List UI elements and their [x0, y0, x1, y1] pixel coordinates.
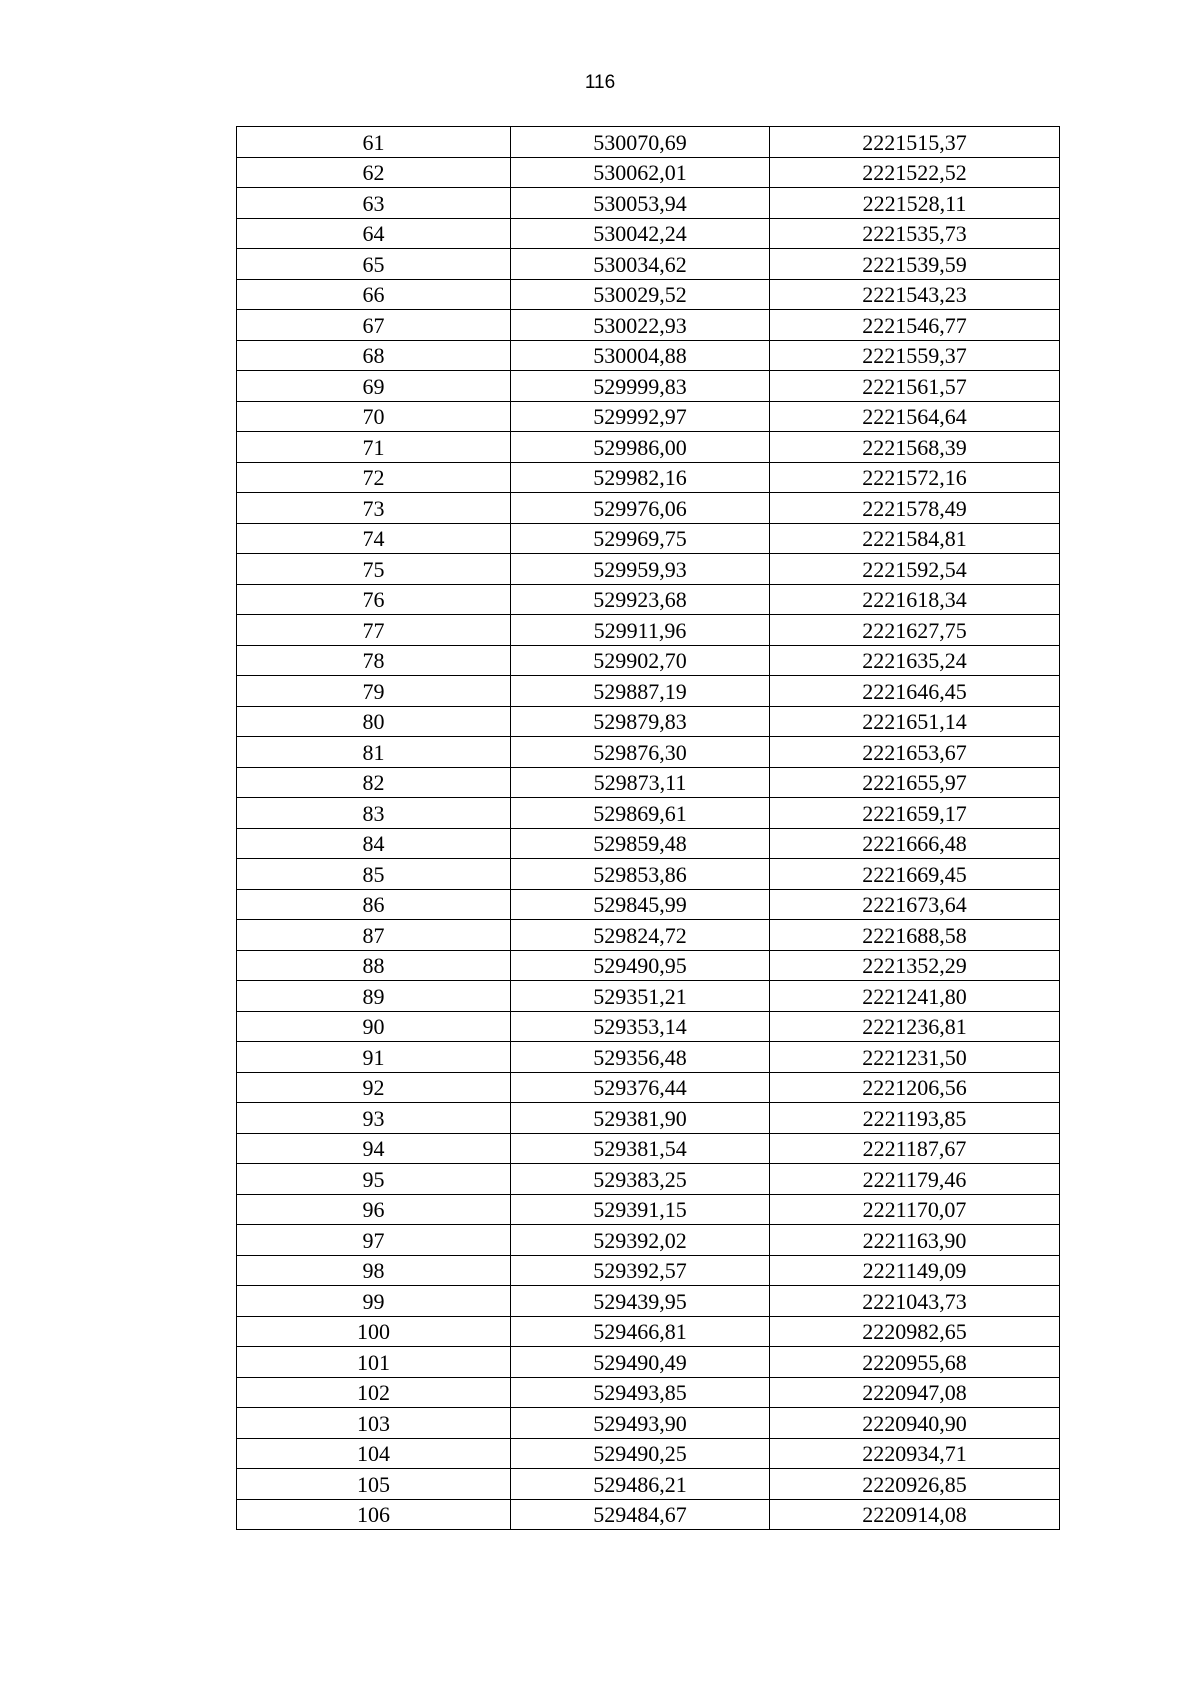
x-coordinate-cell: 529381,54	[511, 1133, 770, 1164]
x-coordinate-cell: 529392,02	[511, 1225, 770, 1256]
table-row	[237, 645, 1060, 676]
table-row	[237, 950, 1060, 981]
point-number-cell: 86	[237, 889, 511, 920]
y-coordinate-cell: 2221163,90	[770, 1225, 1060, 1256]
y-coordinate-cell: 2221568,39	[770, 432, 1060, 463]
point-number-cell: 76	[237, 584, 511, 615]
y-coordinate-cell: 2221688,58	[770, 920, 1060, 951]
table-row	[237, 310, 1060, 341]
table-row	[237, 340, 1060, 371]
x-coordinate-cell: 529923,68	[511, 584, 770, 615]
table-row	[237, 1377, 1060, 1408]
x-coordinate-cell: 529887,19	[511, 676, 770, 707]
table-row	[237, 676, 1060, 707]
x-coordinate-cell: 529493,85	[511, 1377, 770, 1408]
y-coordinate-cell: 2220947,08	[770, 1377, 1060, 1408]
y-coordinate-cell: 2221539,59	[770, 249, 1060, 280]
point-number-cell: 87	[237, 920, 511, 951]
x-coordinate-cell: 529376,44	[511, 1072, 770, 1103]
y-coordinate-cell: 2221655,97	[770, 767, 1060, 798]
table-row	[237, 401, 1060, 432]
table-row	[237, 798, 1060, 829]
y-coordinate-cell: 2221627,75	[770, 615, 1060, 646]
page-number: 116	[584, 72, 616, 93]
y-coordinate-cell: 2221584,81	[770, 523, 1060, 554]
point-number-cell: 62	[237, 157, 511, 188]
x-coordinate-cell: 530070,69	[511, 127, 770, 158]
y-coordinate-cell: 2220914,08	[770, 1499, 1060, 1530]
table-row	[237, 1438, 1060, 1469]
point-number-cell: 102	[237, 1377, 511, 1408]
y-coordinate-cell: 2221546,77	[770, 310, 1060, 341]
x-coordinate-cell: 529845,99	[511, 889, 770, 920]
table-row	[237, 1042, 1060, 1073]
y-coordinate-cell: 2220940,90	[770, 1408, 1060, 1439]
x-coordinate-cell: 529969,75	[511, 523, 770, 554]
y-coordinate-cell: 2221578,49	[770, 493, 1060, 524]
coordinates-table	[236, 126, 1060, 1530]
y-coordinate-cell: 2221206,56	[770, 1072, 1060, 1103]
table-row	[237, 981, 1060, 1012]
point-number-cell: 105	[237, 1469, 511, 1500]
point-number-cell: 88	[237, 950, 511, 981]
x-coordinate-cell: 529356,48	[511, 1042, 770, 1073]
y-coordinate-cell: 2221572,16	[770, 462, 1060, 493]
y-coordinate-cell: 2221236,81	[770, 1011, 1060, 1042]
point-number-cell: 65	[237, 249, 511, 280]
point-number-cell: 73	[237, 493, 511, 524]
table-row	[237, 157, 1060, 188]
point-number-cell: 82	[237, 767, 511, 798]
point-number-cell: 66	[237, 279, 511, 310]
point-number-cell: 92	[237, 1072, 511, 1103]
y-coordinate-cell: 2221231,50	[770, 1042, 1060, 1073]
y-coordinate-cell: 2221646,45	[770, 676, 1060, 707]
x-coordinate-cell: 529873,11	[511, 767, 770, 798]
point-number-cell: 70	[237, 401, 511, 432]
y-coordinate-cell: 2221352,29	[770, 950, 1060, 981]
point-number-cell: 98	[237, 1255, 511, 1286]
y-coordinate-cell: 2221170,07	[770, 1194, 1060, 1225]
point-number-cell: 78	[237, 645, 511, 676]
y-coordinate-cell: 2221241,80	[770, 981, 1060, 1012]
table-row	[237, 188, 1060, 219]
x-coordinate-cell: 529976,06	[511, 493, 770, 524]
table-row	[237, 127, 1060, 158]
point-number-cell: 63	[237, 188, 511, 219]
x-coordinate-cell: 529869,61	[511, 798, 770, 829]
y-coordinate-cell: 2220934,71	[770, 1438, 1060, 1469]
x-coordinate-cell: 530062,01	[511, 157, 770, 188]
x-coordinate-cell: 529391,15	[511, 1194, 770, 1225]
table-row	[237, 1408, 1060, 1439]
point-number-cell: 74	[237, 523, 511, 554]
table-row	[237, 920, 1060, 951]
x-coordinate-cell: 529490,95	[511, 950, 770, 981]
point-number-cell: 71	[237, 432, 511, 463]
table-row	[237, 523, 1060, 554]
x-coordinate-cell: 529992,97	[511, 401, 770, 432]
point-number-cell: 79	[237, 676, 511, 707]
point-number-cell: 80	[237, 706, 511, 737]
point-number-cell: 67	[237, 310, 511, 341]
y-coordinate-cell: 2221149,09	[770, 1255, 1060, 1286]
x-coordinate-cell: 529383,25	[511, 1164, 770, 1195]
y-coordinate-cell: 2221528,11	[770, 188, 1060, 219]
y-coordinate-cell: 2221635,24	[770, 645, 1060, 676]
table-row	[237, 1499, 1060, 1530]
table-row	[237, 249, 1060, 280]
table-row	[237, 1347, 1060, 1378]
y-coordinate-cell: 2221193,85	[770, 1103, 1060, 1134]
y-coordinate-cell: 2220926,85	[770, 1469, 1060, 1500]
point-number-cell: 99	[237, 1286, 511, 1317]
point-number-cell: 104	[237, 1438, 511, 1469]
point-number-cell: 90	[237, 1011, 511, 1042]
x-coordinate-cell: 529381,90	[511, 1103, 770, 1134]
x-coordinate-cell: 529490,49	[511, 1347, 770, 1378]
table-row	[237, 767, 1060, 798]
y-coordinate-cell: 2221673,64	[770, 889, 1060, 920]
x-coordinate-cell: 529439,95	[511, 1286, 770, 1317]
point-number-cell: 93	[237, 1103, 511, 1134]
x-coordinate-cell: 529902,70	[511, 645, 770, 676]
table-row	[237, 1194, 1060, 1225]
y-coordinate-cell: 2221187,67	[770, 1133, 1060, 1164]
x-coordinate-cell: 529999,83	[511, 371, 770, 402]
y-coordinate-cell: 2221515,37	[770, 127, 1060, 158]
x-coordinate-cell: 529911,96	[511, 615, 770, 646]
y-coordinate-cell: 2221659,17	[770, 798, 1060, 829]
point-number-cell: 61	[237, 127, 511, 158]
point-number-cell: 100	[237, 1316, 511, 1347]
point-number-cell: 83	[237, 798, 511, 829]
table-row	[237, 1316, 1060, 1347]
y-coordinate-cell: 2220982,65	[770, 1316, 1060, 1347]
y-coordinate-cell: 2221559,37	[770, 340, 1060, 371]
x-coordinate-cell: 529490,25	[511, 1438, 770, 1469]
point-number-cell: 101	[237, 1347, 511, 1378]
point-number-cell: 75	[237, 554, 511, 585]
x-coordinate-cell: 529824,72	[511, 920, 770, 951]
table-row	[237, 1469, 1060, 1500]
point-number-cell: 94	[237, 1133, 511, 1164]
point-number-cell: 91	[237, 1042, 511, 1073]
x-coordinate-cell: 529959,93	[511, 554, 770, 585]
x-coordinate-cell: 529351,21	[511, 981, 770, 1012]
table-row	[237, 493, 1060, 524]
point-number-cell: 69	[237, 371, 511, 402]
y-coordinate-cell: 2221669,45	[770, 859, 1060, 890]
point-number-cell: 68	[237, 340, 511, 371]
point-number-cell: 64	[237, 218, 511, 249]
x-coordinate-cell: 529493,90	[511, 1408, 770, 1439]
table-row	[237, 432, 1060, 463]
table-row	[237, 706, 1060, 737]
table-row	[237, 828, 1060, 859]
table-row	[237, 615, 1060, 646]
table-row	[237, 1286, 1060, 1317]
table-row	[237, 462, 1060, 493]
x-coordinate-cell: 529484,67	[511, 1499, 770, 1530]
table-row	[237, 584, 1060, 615]
y-coordinate-cell: 2221561,57	[770, 371, 1060, 402]
point-number-cell: 72	[237, 462, 511, 493]
x-coordinate-cell: 529392,57	[511, 1255, 770, 1286]
point-number-cell: 103	[237, 1408, 511, 1439]
table-row	[237, 1164, 1060, 1195]
y-coordinate-cell: 2221651,14	[770, 706, 1060, 737]
y-coordinate-cell: 2221618,34	[770, 584, 1060, 615]
table-row	[237, 737, 1060, 768]
point-number-cell: 81	[237, 737, 511, 768]
y-coordinate-cell: 2221564,64	[770, 401, 1060, 432]
y-coordinate-cell: 2221522,52	[770, 157, 1060, 188]
coordinates-table-body	[237, 127, 1060, 1530]
point-number-cell: 96	[237, 1194, 511, 1225]
x-coordinate-cell: 529466,81	[511, 1316, 770, 1347]
table-row	[237, 1011, 1060, 1042]
x-coordinate-cell: 529982,16	[511, 462, 770, 493]
table-row	[237, 1072, 1060, 1103]
point-number-cell: 77	[237, 615, 511, 646]
x-coordinate-cell: 529876,30	[511, 737, 770, 768]
y-coordinate-cell: 2221666,48	[770, 828, 1060, 859]
y-coordinate-cell: 2221543,23	[770, 279, 1060, 310]
x-coordinate-cell: 530029,52	[511, 279, 770, 310]
table-row	[237, 1255, 1060, 1286]
table-row	[237, 279, 1060, 310]
x-coordinate-cell: 529486,21	[511, 1469, 770, 1500]
y-coordinate-cell: 2221592,54	[770, 554, 1060, 585]
x-coordinate-cell: 529986,00	[511, 432, 770, 463]
table-row	[237, 554, 1060, 585]
point-number-cell: 95	[237, 1164, 511, 1195]
point-number-cell: 97	[237, 1225, 511, 1256]
point-number-cell: 84	[237, 828, 511, 859]
y-coordinate-cell: 2221653,67	[770, 737, 1060, 768]
x-coordinate-cell: 530034,62	[511, 249, 770, 280]
y-coordinate-cell: 2221179,46	[770, 1164, 1060, 1195]
point-number-cell: 106	[237, 1499, 511, 1530]
table-row	[237, 889, 1060, 920]
x-coordinate-cell: 529859,48	[511, 828, 770, 859]
x-coordinate-cell: 530004,88	[511, 340, 770, 371]
x-coordinate-cell: 529853,86	[511, 859, 770, 890]
table-row	[237, 371, 1060, 402]
point-number-cell: 85	[237, 859, 511, 890]
x-coordinate-cell: 529879,83	[511, 706, 770, 737]
table-row	[237, 218, 1060, 249]
table-row	[237, 1133, 1060, 1164]
y-coordinate-cell: 2221535,73	[770, 218, 1060, 249]
table-row	[237, 1103, 1060, 1134]
y-coordinate-cell: 2220955,68	[770, 1347, 1060, 1378]
y-coordinate-cell: 2221043,73	[770, 1286, 1060, 1317]
x-coordinate-cell: 530022,93	[511, 310, 770, 341]
point-number-cell: 89	[237, 981, 511, 1012]
x-coordinate-cell: 530042,24	[511, 218, 770, 249]
table-row	[237, 859, 1060, 890]
table-row	[237, 1225, 1060, 1256]
x-coordinate-cell: 530053,94	[511, 188, 770, 219]
x-coordinate-cell: 529353,14	[511, 1011, 770, 1042]
